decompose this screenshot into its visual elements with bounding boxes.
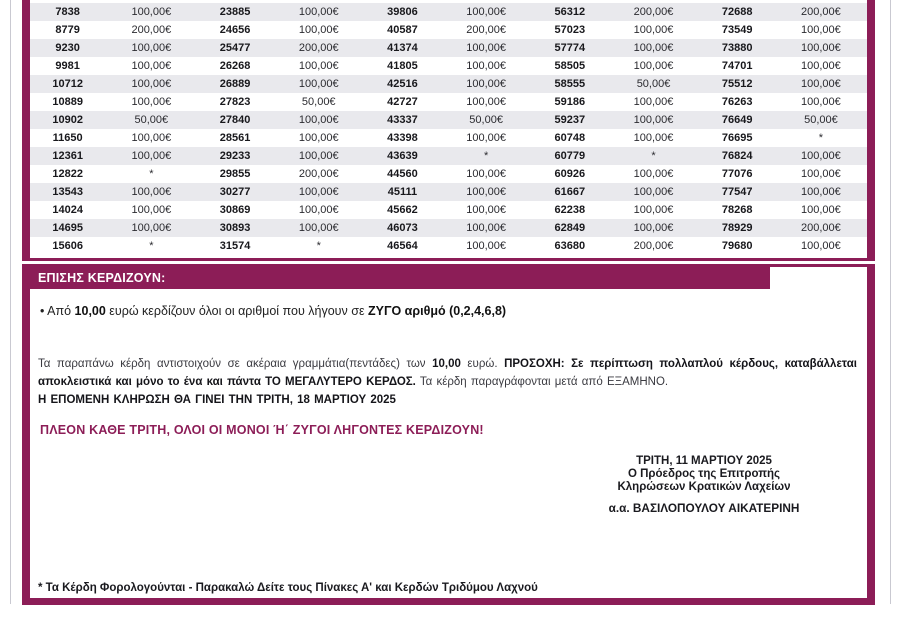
prize-amount: 100,00€ [131,60,172,72]
lottery-number: 59186 [554,96,586,108]
lottery-number: 77547 [721,186,753,198]
prize-table-rows [30,0,867,255]
prize-amount: 100,00€ [633,96,674,108]
prize-pair-cell [30,147,197,165]
prize-amount: 100,00€ [466,42,506,54]
lottery-number: 12361 [52,150,83,162]
prize-amount: 100,00€ [298,204,339,216]
prize-amount: 100,00€ [633,42,674,54]
prize-pair-cell [532,57,699,75]
lottery-number: 43639 [387,150,418,162]
lottery-number: 14024 [52,204,83,216]
lottery-number: 10712 [52,78,83,90]
prize-amount: * [149,168,154,180]
terms-amount: 10,00 [432,358,461,370]
prize-amount: 100,00€ [633,168,674,180]
prize-pair-cell [700,57,867,75]
prize-pair-cell [197,111,364,129]
prize-pair-cell [365,3,532,21]
prize-pair-cell [532,201,699,219]
prize-pair-cell [30,165,197,183]
prize-amount: 100,00€ [801,168,841,180]
lottery-number: 44560 [387,168,418,180]
prize-amount: 100,00€ [298,6,339,18]
prize-amount: 100,00€ [131,78,172,90]
prize-pair-cell [700,219,867,237]
prize-pair-cell [365,39,532,57]
prize-pair-cell [365,147,532,165]
lottery-number: 73880 [721,42,753,54]
prize-amount: 100,00€ [466,168,506,180]
lottery-number: 73549 [721,24,753,36]
prize-amount: 100,00€ [466,222,506,234]
table-row [30,75,867,93]
prize-pair-cell [197,165,364,183]
prize-amount: 100,00€ [298,186,339,198]
prize-amount: 100,00€ [466,78,506,90]
table-row [30,147,867,165]
prize-pair-cell [365,237,532,255]
prize-amount: 100,00€ [131,222,172,234]
prize-amount: 100,00€ [633,222,674,234]
prize-pair-cell [700,75,867,93]
lottery-number: 41805 [387,60,418,72]
prize-pair-cell [365,165,532,183]
prize-amount: 100,00€ [131,96,172,108]
lottery-number: 40587 [387,24,418,36]
prize-amount: 100,00€ [131,132,172,144]
table-row [30,219,867,237]
prize-amount: 100,00€ [298,78,339,90]
table-row [30,39,867,57]
prize-pair-cell [197,147,364,165]
prize-pair-cell [197,21,364,39]
lottery-number: 46564 [387,240,418,252]
prize-pair-cell [365,111,532,129]
lottery-number: 24656 [219,24,251,36]
prize-amount: 100,00€ [801,204,841,216]
lottery-number: 43398 [387,132,418,144]
table-row [30,129,867,147]
lottery-number: 45111 [387,186,418,198]
prize-pair-cell [30,57,197,75]
lottery-number: 78268 [721,204,753,216]
lottery-number: 25477 [219,42,251,54]
prize-pair-cell [365,219,532,237]
lottery-number: 26268 [219,60,251,72]
prize-pair-cell [365,183,532,201]
signature-title-line2: Κληρώσεων Κρατικών Λαχείων [617,481,791,493]
prize-amount: 100,00€ [131,204,172,216]
prize-amount: 100,00€ [466,132,506,144]
prize-amount: 100,00€ [298,114,339,126]
prize-amount: 50,00€ [134,114,169,126]
lottery-number: 76263 [721,96,753,108]
lottery-number: 14695 [52,222,83,234]
prize-amount: 200,00€ [466,24,506,36]
lottery-number: 56312 [554,6,586,18]
prize-pair-cell [700,147,867,165]
prize-pair-cell [30,183,197,201]
lottery-number: 58505 [554,60,586,72]
prize-amount: 100,00€ [633,114,674,126]
lottery-number: 78929 [721,222,753,234]
signature-date: ΤΡΙΤΗ, 11 ΜΑΡΤΙΟΥ 2025 [636,455,772,467]
prize-pair-cell [365,129,532,147]
prize-table [22,0,875,261]
even-numbers-rule [40,304,506,318]
prize-pair-cell [532,3,699,21]
lottery-number: 26889 [219,78,251,90]
prize-pair-cell [532,183,699,201]
lottery-number: 29855 [219,168,251,180]
table-row [30,57,867,75]
lottery-number: 76649 [721,114,753,126]
prize-pair-cell [30,75,197,93]
prize-pair-cell [700,183,867,201]
prize-amount: 100,00€ [466,60,506,72]
table-row [30,165,867,183]
prize-amount: 100,00€ [298,150,339,162]
prize-pair-cell [532,237,699,255]
prize-pair-cell [30,201,197,219]
prize-pair-cell [700,21,867,39]
prize-amount: 100,00€ [633,204,674,216]
table-row [30,237,867,255]
prize-pair-cell [700,3,867,21]
lottery-number: 9981 [55,60,80,72]
prize-amount: 50,00€ [301,96,336,108]
prize-amount: 100,00€ [131,150,172,162]
prize-pair-cell [197,93,364,111]
signature-title-line1: Ο Πρόεδρος της Επιτροπής [627,468,781,480]
prize-amount: 100,00€ [466,204,506,216]
lottery-number: 39806 [387,6,418,18]
prize-pair-cell [532,129,699,147]
prize-amount: 100,00€ [131,6,172,18]
lottery-number: 72688 [721,6,753,18]
terms-text-3: Τα κέρδη παραγράφονται μετά από ΕΞΑΜΗΝΟ. [415,376,669,388]
prize-pair-cell [365,201,532,219]
prize-pair-cell [30,39,197,57]
rule-even-digits: ΖΥΓΟ αριθμό (0,2,4,6,8) [368,304,507,318]
prize-amount: 100,00€ [633,60,674,72]
prize-pair-cell [532,219,699,237]
lottery-number: 15606 [52,240,83,252]
prize-pair-cell [532,111,699,129]
prize-amount: 100,00€ [466,186,506,198]
rule-text: • Από [40,304,75,318]
prize-pair-cell [700,129,867,147]
prize-amount: 100,00€ [801,60,841,72]
prize-amount: * [149,240,154,252]
terms-warning: ΠΡΟΣΟΧΗ: Σε περίπτωση πολλαπλού κέρδους, καταβάλλεται αποκλειστικά και μόνο το ένα και πάντα ΤΟ ΜΕΓΑΛΥΤΕΡΟ ΚΕΡΔΟΣ. [38,358,857,388]
prize-amount: 100,00€ [633,132,674,144]
prize-pair-cell [532,39,699,57]
lottery-number: 41374 [387,42,418,54]
prize-amount: 50,00€ [469,114,503,126]
prize-pair-cell [700,201,867,219]
lottery-number: 76695 [721,132,753,144]
prize-amount: 100,00€ [633,186,674,198]
prize-pair-cell [197,201,364,219]
prize-pair-cell [197,39,364,57]
prize-amount: 200,00€ [801,6,841,18]
prize-amount: 100,00€ [131,186,172,198]
lottery-number: 42727 [387,96,418,108]
prize-amount: 100,00€ [298,132,339,144]
prize-pair-cell [30,93,197,111]
prize-pair-cell [532,165,699,183]
prize-pair-cell [365,93,532,111]
prize-amount: 100,00€ [298,60,339,72]
table-row [30,111,867,129]
prize-amount: 200,00€ [633,240,674,252]
lottery-number: 31574 [219,240,251,252]
lottery-number: 10902 [52,114,83,126]
prize-pair-cell [365,57,532,75]
also-win-header: ΕΠΙΣΗΣ ΚΕΡΔΙΖΟΥΝ: [30,267,770,289]
lottery-number: 10889 [52,96,83,108]
prize-amount: 200,00€ [131,24,172,36]
lottery-number: 11650 [52,132,83,144]
terms-paragraph [38,355,857,409]
prize-amount: * [818,132,824,144]
prize-pair-cell [30,111,197,129]
prize-amount: 100,00€ [801,96,841,108]
prize-amount: 200,00€ [298,168,339,180]
lottery-number: 23885 [219,6,251,18]
prize-pair-cell [197,129,364,147]
terms-text-2: ευρώ. [460,358,505,370]
prize-amount: 100,00€ [298,24,339,36]
prize-amount: 200,00€ [298,42,339,54]
lottery-number: 79680 [721,240,753,252]
signature-name: α.α. ΒΑΣΙΛΟΠΟΥΛΟΥ ΑΙΚΑΤΕΡΙΝΗ [608,501,800,515]
next-draw-announcement: Η ΕΠΟΜΕΝΗ ΚΛΗΡΩΣΗ ΘΑ ΓΙΝΕΙ ΤΗΝ ΤΡΙΤΗ, 18 ΜΑΡΤΙΟΥ 2025 [38,394,396,406]
lottery-number: 60748 [554,132,586,144]
table-row [30,201,867,219]
lottery-number: 7838 [55,6,80,18]
prize-pair-cell [365,75,532,93]
prize-amount: 200,00€ [633,6,674,18]
lottery-number: 45662 [387,204,418,216]
lottery-number: 29233 [219,150,251,162]
rule-amount: 10,00 [74,304,106,318]
prize-pair-cell [197,219,364,237]
prize-pair-cell [30,129,197,147]
prize-pair-cell [197,183,364,201]
prize-amount: 100,00€ [801,186,841,198]
prize-pair-cell [532,75,699,93]
prize-pair-cell [197,75,364,93]
prize-amount: 50,00€ [804,114,838,126]
lottery-number: 28561 [219,132,251,144]
promo-line: ΠΛΕΟΝ ΚΑΘΕ ΤΡΙΤΗ, ΟΛΟΙ ΟΙ ΜΟΝΟΙ Ή΄ ΖΥΓΟΙ ΛΗΓΟΝΤΕΣ ΚΕΡΔΙΖΟΥΝ! [40,423,484,437]
lottery-number: 30869 [219,204,251,216]
prize-amount: 100,00€ [801,24,841,36]
terms-text-1: Τα παραπάνω κέρδη αντιστοιχούν σε ακέραια γραμμάτια(πεντάδες) των [38,358,433,370]
prize-pair-cell [700,39,867,57]
prize-pair-cell [532,21,699,39]
prize-pair-cell [30,21,197,39]
prize-pair-cell [30,237,197,255]
rule-text-mid: ευρώ κερδίζουν όλοι οι αριθμοί που λήγουν σε [105,304,368,318]
lottery-number: 74701 [721,60,753,72]
prize-pair-cell [700,111,867,129]
lottery-number: 61667 [554,186,586,198]
lottery-number: 43337 [387,114,418,126]
prize-amount: 100,00€ [131,42,172,54]
lottery-number: 27840 [219,114,251,126]
lottery-number: 30277 [219,186,251,198]
prize-amount: 100,00€ [801,150,841,162]
lottery-number: 62238 [554,204,586,216]
prize-pair-cell [532,93,699,111]
lottery-number: 9230 [55,42,80,54]
prize-amount: 100,00€ [466,6,506,18]
lottery-number: 76824 [721,150,753,162]
lottery-number: 12822 [52,168,83,180]
lottery-number: 57023 [554,24,586,36]
lottery-number: 13543 [52,186,83,198]
lottery-number: 60926 [554,168,586,180]
prize-pair-cell [197,237,364,255]
prize-amount: 100,00€ [466,240,506,252]
lottery-number: 58555 [554,78,586,90]
prize-pair-cell [197,57,364,75]
lottery-number: 75512 [721,78,753,90]
prize-pair-cell [700,165,867,183]
prize-amount: 100,00€ [633,24,674,36]
prize-pair-cell [30,3,197,21]
prize-amount: * [651,150,656,162]
prize-amount: 200,00€ [801,222,841,234]
prize-pair-cell [700,237,867,255]
prize-amount: * [316,240,321,252]
prize-pair-cell [197,3,364,21]
lottery-number: 8779 [55,24,80,36]
prize-pair-cell [700,93,867,111]
table-row [30,183,867,201]
lottery-number: 27823 [219,96,251,108]
table-row [30,3,867,21]
prize-pair-cell [30,219,197,237]
lottery-number: 62849 [554,222,586,234]
lottery-number: 42516 [387,78,418,90]
signature-block [549,455,859,515]
lottery-number: 30893 [219,222,251,234]
prize-amount: 100,00€ [466,96,506,108]
prize-amount: 50,00€ [636,78,671,90]
lottery-number: 77076 [721,168,753,180]
prize-amount: 100,00€ [801,240,841,252]
prize-amount: * [483,150,489,162]
lottery-number: 57774 [554,42,586,54]
table-row [30,93,867,111]
table-row [30,21,867,39]
results-info-panel [22,264,875,605]
lottery-number: 46073 [387,222,418,234]
prize-pair-cell [532,147,699,165]
lottery-number: 63680 [554,240,586,252]
prize-amount: 100,00€ [801,78,841,90]
prize-pair-cell [365,21,532,39]
prize-amount: 100,00€ [801,42,841,54]
lottery-number: 59237 [554,114,586,126]
tax-footnote: * Τα Κέρδη Φορολογούνται - Παρακαλώ Δείτε τους Πίνακες Α' και Κερδών Τριδύμου Λαχνού [38,582,538,594]
lottery-number: 60779 [554,150,586,162]
prize-amount: 100,00€ [298,222,339,234]
